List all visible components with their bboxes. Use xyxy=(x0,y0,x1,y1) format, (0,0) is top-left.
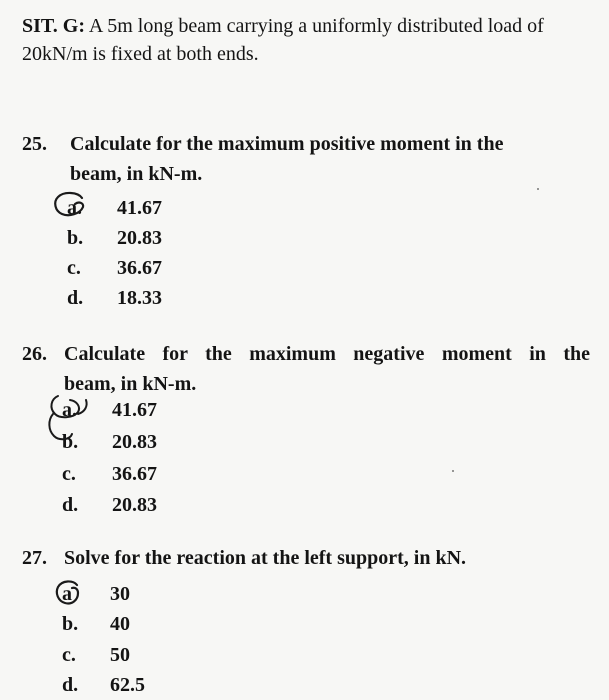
question-text-line2: beam, in kN-m. xyxy=(70,163,203,185)
situation-text: A 5m long beam carrying a uniformly distributed load of 20kN/m is fixed at both ends. xyxy=(22,15,544,65)
option-letter: b. xyxy=(62,431,79,453)
speck-mark xyxy=(537,188,539,190)
option-letter: a xyxy=(62,583,72,605)
option-value: 50 xyxy=(110,644,130,666)
situation-label: SIT. G: xyxy=(22,15,85,37)
option-letter: c. xyxy=(67,257,81,279)
option-letter: a. xyxy=(67,197,82,219)
question-number: 27. xyxy=(22,547,47,569)
situation-statement xyxy=(22,12,592,68)
option-value: 18.33 xyxy=(117,287,162,309)
option-letter: d. xyxy=(62,674,79,696)
option-value: 62.5 xyxy=(110,674,145,696)
question-number: 25. xyxy=(22,133,47,155)
question-number: 26. xyxy=(22,343,47,365)
option-letter: d. xyxy=(62,494,79,516)
option-value: 36.67 xyxy=(112,463,157,485)
question-text-line2: beam, in kN-m. xyxy=(64,373,197,395)
option-value: 36.67 xyxy=(117,257,162,279)
option-value: 41.67 xyxy=(117,197,162,219)
option-letter: a. xyxy=(62,399,77,421)
option-letter: c. xyxy=(62,463,76,485)
option-value: 30 xyxy=(110,583,130,605)
option-value: 20.83 xyxy=(112,431,157,453)
question-text-line1: Calculate for the maximum positive moment in the xyxy=(70,133,504,155)
option-letter: d. xyxy=(67,287,84,309)
option-value: 20.83 xyxy=(117,227,162,249)
question-text-line1: Solve for the reaction at the left support, in kN. xyxy=(64,547,467,569)
option-value: 20.83 xyxy=(112,494,157,516)
option-letter: b. xyxy=(67,227,84,249)
option-letter: c. xyxy=(62,644,76,666)
option-value: 41.67 xyxy=(112,399,157,421)
option-letter: b. xyxy=(62,613,79,635)
option-value: 40 xyxy=(110,613,130,635)
question-text-line1: Calculate for the maximum negative moment in the xyxy=(64,343,590,365)
speck-mark xyxy=(452,470,454,472)
